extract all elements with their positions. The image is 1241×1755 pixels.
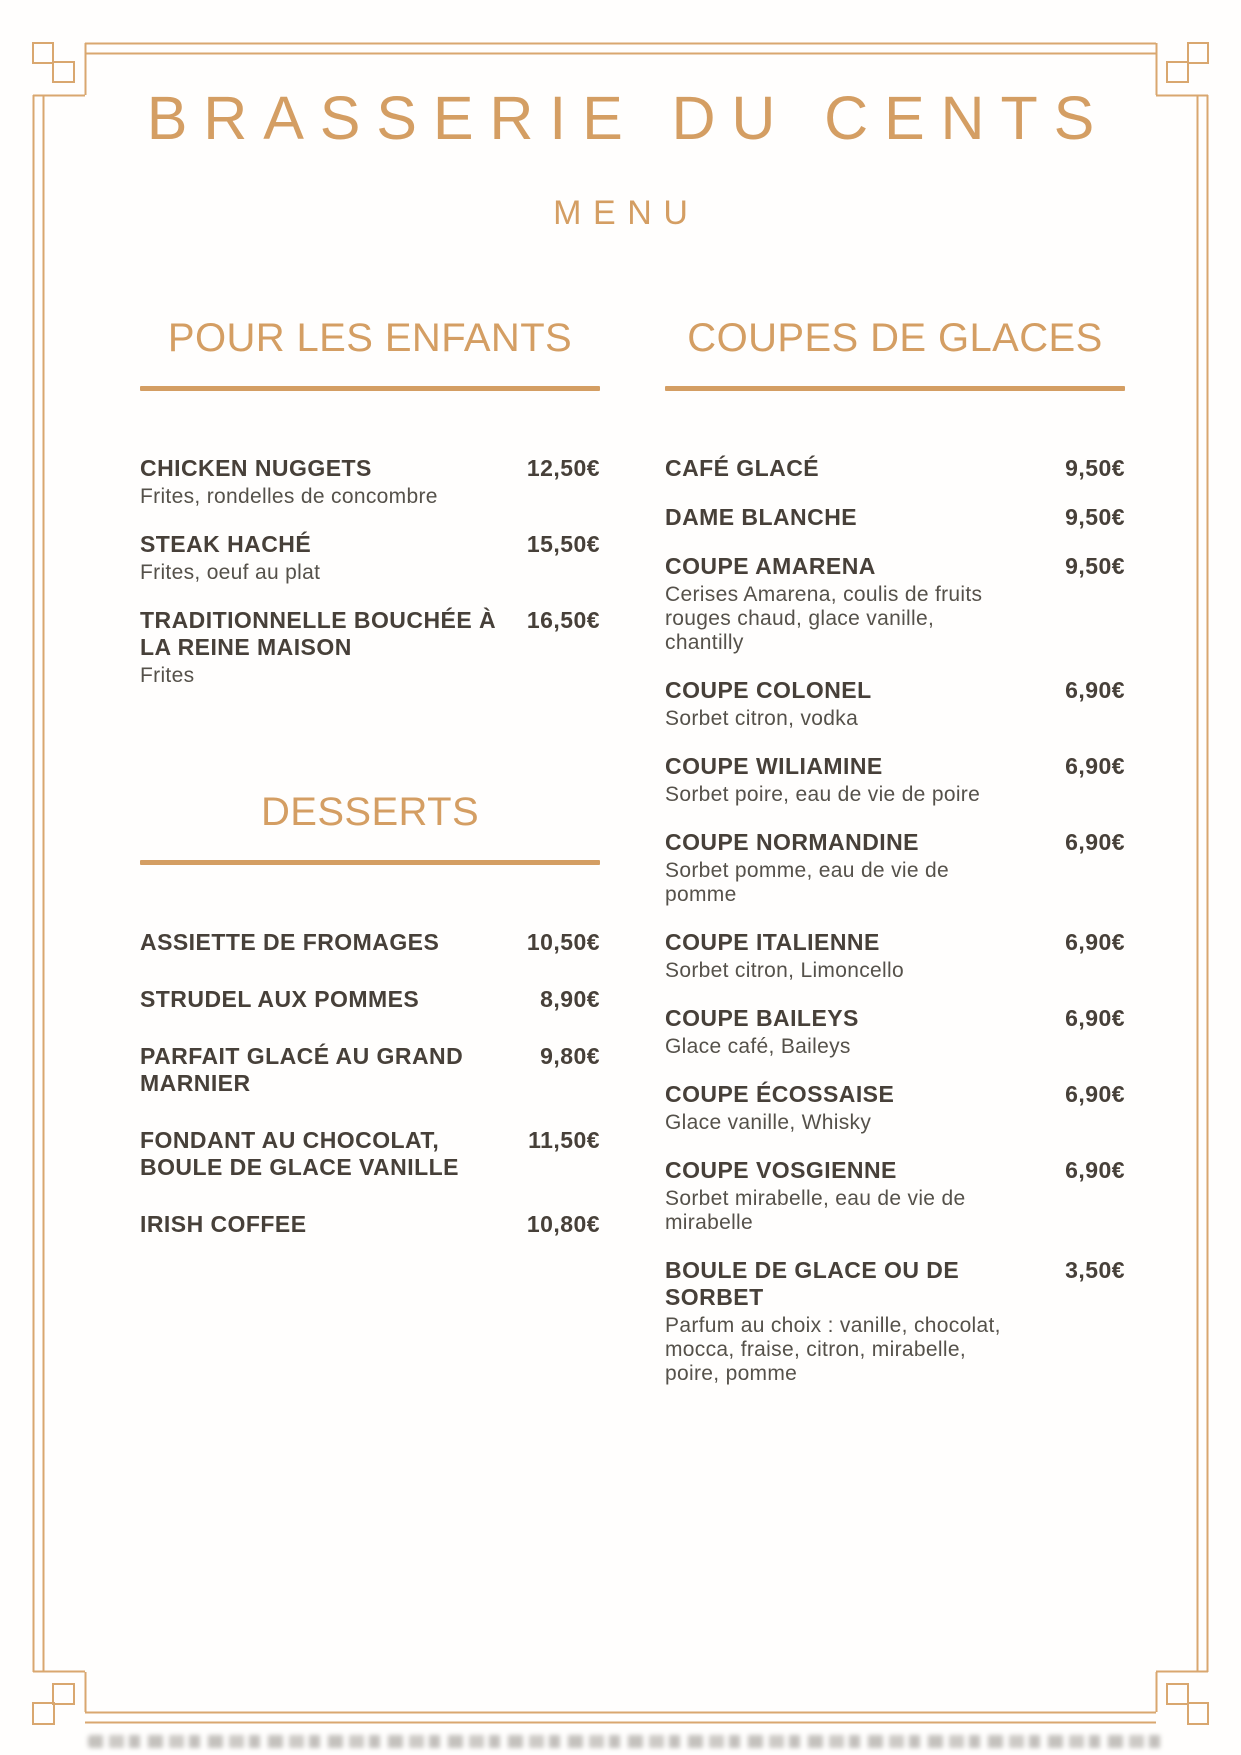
bottom-cropped-text-decoration xyxy=(88,1735,1166,1748)
item-price: 9,80€ xyxy=(540,1043,600,1069)
item-name: COUPE ÉCOSSAISE xyxy=(665,1081,895,1107)
section-underline xyxy=(140,860,600,865)
item-price: 6,90€ xyxy=(1065,677,1125,703)
item-description: Sorbet poire, eau de vie de poire xyxy=(665,783,981,806)
menu-item xyxy=(140,929,600,956)
item-description: Sorbet pomme, eau de vie de pomme xyxy=(665,859,950,906)
item-name: CHICKEN NUGGETS xyxy=(140,455,372,481)
item-name: PARFAIT GLACÉ AU GRAND MARNIER xyxy=(140,1043,464,1096)
item-name: STEAK HACHÉ xyxy=(140,531,312,557)
section-title: POUR LES ENFANTS xyxy=(167,316,573,360)
section-underline xyxy=(665,386,1125,391)
item-name: TRADITIONNELLE BOUCHÉE À LA REINE MAISON xyxy=(140,607,497,660)
menu-item xyxy=(140,531,600,585)
item-price: 6,90€ xyxy=(1065,753,1125,779)
menu-item xyxy=(665,504,1125,531)
item-description: Parfum au choix : vanille, chocolat, mocca, fraise, citron, mirabelle, poire, pomme xyxy=(665,1314,1001,1385)
item-price: 6,90€ xyxy=(1065,1157,1125,1183)
section-pour-les-enfants xyxy=(140,314,600,688)
item-name: COUPE NORMANDINE xyxy=(665,829,919,855)
section-coupes-de-glaces xyxy=(665,314,1125,1386)
item-price: 10,50€ xyxy=(526,929,600,955)
section-title: DESSERTS xyxy=(260,790,480,834)
item-price: 9,50€ xyxy=(1065,504,1125,530)
item-price: 11,50€ xyxy=(528,1127,600,1153)
item-price: 3,50€ xyxy=(1065,1257,1125,1283)
item-name: COUPE VOSGIENNE xyxy=(665,1157,897,1183)
item-name: DAME BLANCHE xyxy=(665,504,858,530)
item-price: 8,90€ xyxy=(540,986,600,1012)
menu-item xyxy=(665,1257,1125,1386)
item-name: COUPE WILIAMINE xyxy=(665,753,883,779)
item-price: 6,90€ xyxy=(1065,1005,1125,1031)
left-column xyxy=(140,284,600,1268)
menu-item xyxy=(665,1005,1125,1059)
right-column xyxy=(665,284,1125,1408)
menu-item xyxy=(665,1081,1125,1135)
menu-item xyxy=(140,607,600,688)
item-description: Frites xyxy=(140,664,195,687)
menu-header xyxy=(0,84,1241,233)
item-description: Glace vanille, Whisky xyxy=(665,1111,872,1134)
menu-item xyxy=(140,1043,600,1097)
page-title: BRASSERIE DU CENTS xyxy=(146,84,1111,152)
item-description: Sorbet mirabelle, eau de vie de mirabelle xyxy=(665,1187,966,1234)
item-description: Sorbet citron, vodka xyxy=(665,707,859,730)
item-description: Sorbet citron, Limoncello xyxy=(665,959,904,982)
menu-item xyxy=(140,455,600,509)
menu-item xyxy=(665,1157,1125,1235)
menu-item xyxy=(140,986,600,1013)
menu-item xyxy=(140,1211,600,1238)
menu-item xyxy=(665,553,1125,655)
menu-item xyxy=(665,677,1125,731)
menu-item xyxy=(665,753,1125,807)
item-name: COUPE BAILEYS xyxy=(665,1005,859,1031)
item-price: 9,50€ xyxy=(1065,553,1125,579)
menu-item xyxy=(665,829,1125,907)
item-name: COUPE COLONEL xyxy=(665,677,872,703)
item-name: COUPE AMARENA xyxy=(665,553,876,579)
item-name: IRISH COFFEE xyxy=(140,1211,307,1237)
item-price: 6,90€ xyxy=(1065,1081,1125,1107)
item-price: 12,50€ xyxy=(526,455,600,481)
section-title: COUPES DE GLACES xyxy=(687,316,1103,360)
item-price: 10,80€ xyxy=(526,1211,600,1237)
item-name: FONDANT AU CHOCOLAT, BOULE DE GLACE VANILLE xyxy=(140,1127,459,1180)
item-description: Glace café, Baileys xyxy=(665,1035,851,1058)
item-price: 9,50€ xyxy=(1065,455,1125,481)
item-price: 6,90€ xyxy=(1065,929,1125,955)
section-underline xyxy=(140,386,600,391)
item-price: 15,50€ xyxy=(526,531,600,557)
menu-item xyxy=(665,455,1125,482)
item-description: Frites, oeuf au plat xyxy=(140,561,321,584)
item-name: BOULE DE GLACE OU DE SORBET xyxy=(665,1257,960,1310)
item-name: STRUDEL AUX POMMES xyxy=(140,986,420,1012)
item-name: ASSIETTE DE FROMAGES xyxy=(140,929,440,955)
item-price: 16,50€ xyxy=(526,607,600,633)
menu-item xyxy=(665,929,1125,983)
page-subtitle: MENU xyxy=(553,194,700,232)
menu-item xyxy=(140,1127,600,1181)
item-price: 6,90€ xyxy=(1065,829,1125,855)
item-name: CAFÉ GLACÉ xyxy=(665,455,820,481)
item-description: Cerises Amarena, coulis de fruits rouges chaud, glace vanille, chantilly xyxy=(665,583,983,654)
item-description: Frites, rondelles de concombre xyxy=(140,485,438,508)
section-desserts xyxy=(140,788,600,1238)
item-name: COUPE ITALIENNE xyxy=(665,929,880,955)
